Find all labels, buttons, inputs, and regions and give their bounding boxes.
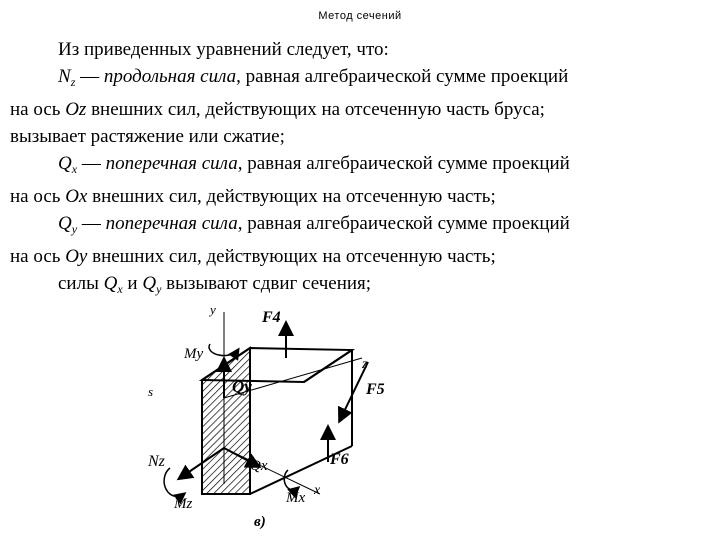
symbol-qy-2: Q [142, 273, 157, 294]
label-qy: Qy [232, 377, 252, 396]
dash: — [77, 213, 106, 234]
label-mz: Mz [174, 496, 193, 512]
line-8-a: на ось [10, 246, 66, 267]
line-8-b: внешних сил, действующих на отсеченную часть; [87, 246, 496, 267]
term-shear-force-x: поперечная сила [105, 153, 238, 174]
symbol-oz: Oz [65, 99, 87, 120]
line-4: вызывает растяжение или сжатие; [10, 126, 285, 147]
term-longitudinal-force: продольная сила [103, 66, 237, 87]
line-2 [10, 63, 710, 96]
label-z: z [362, 357, 368, 372]
line-8 [10, 243, 710, 270]
label-my: My [184, 346, 204, 362]
symbol-qy-sub: y [71, 222, 78, 236]
symbol-nz-sub: z [70, 75, 76, 89]
label-f5: F5 [366, 381, 385, 398]
line-2-rest: , равная алгебраической сумме проекций [236, 66, 569, 87]
label-nz: Nz [148, 453, 165, 470]
symbol-ox: Ox [65, 186, 88, 207]
term-shear-force-y: поперечная сила [105, 213, 238, 234]
line-3-a: на ось [10, 99, 66, 120]
label-qx: Qx [250, 458, 268, 474]
symbol-qx: Q [58, 153, 72, 174]
symbol-qy-2-sub: y [156, 282, 162, 296]
line-3-b: внешних сил, действующих на отсеченную часть бруса; [86, 99, 545, 120]
line-5 [10, 150, 710, 183]
line-9-a: силы [58, 273, 104, 294]
label-x: x [314, 483, 321, 498]
dash: — [75, 66, 104, 87]
label-side: s [148, 384, 154, 399]
symbol-qx-2-sub: x [117, 282, 123, 296]
line-6-a: на ось [10, 186, 66, 207]
figure-caption: в) [254, 514, 266, 530]
line-1: Из приведенных уравнений следует, что: [58, 39, 389, 60]
symbol-qx-2: Q [103, 273, 118, 294]
cross-section-face [202, 348, 250, 494]
symbol-qy: Q [58, 213, 72, 234]
line-3 [10, 96, 710, 123]
line-5-rest: , равная алгебраической сумме проекций [237, 153, 570, 174]
symbol-qx-sub: x [71, 162, 78, 176]
beam-section-figure [140, 298, 430, 538]
line-6 [10, 183, 710, 210]
line-9-mid: и [122, 273, 143, 294]
symbol-nz: N [58, 66, 71, 87]
symbol-oy: Oy [65, 246, 88, 267]
moment-mz-arc [164, 468, 184, 496]
line-9-b: вызывают сдвиг сечения; [161, 273, 372, 294]
label-f6: F6 [330, 451, 349, 468]
line-7-rest: , равная алгебраической сумме проекций [237, 213, 570, 234]
label-f4: F4 [262, 309, 281, 326]
label-y: y [210, 302, 216, 317]
beam-diagram [140, 298, 430, 538]
body-text [10, 36, 710, 303]
slide-title: Метод сечений [318, 10, 402, 22]
line-7 [10, 210, 710, 243]
dash: — [77, 153, 106, 174]
line-6-b: внешних сил, действующих на отсеченную часть; [87, 186, 496, 207]
label-mx: Mx [286, 490, 306, 506]
